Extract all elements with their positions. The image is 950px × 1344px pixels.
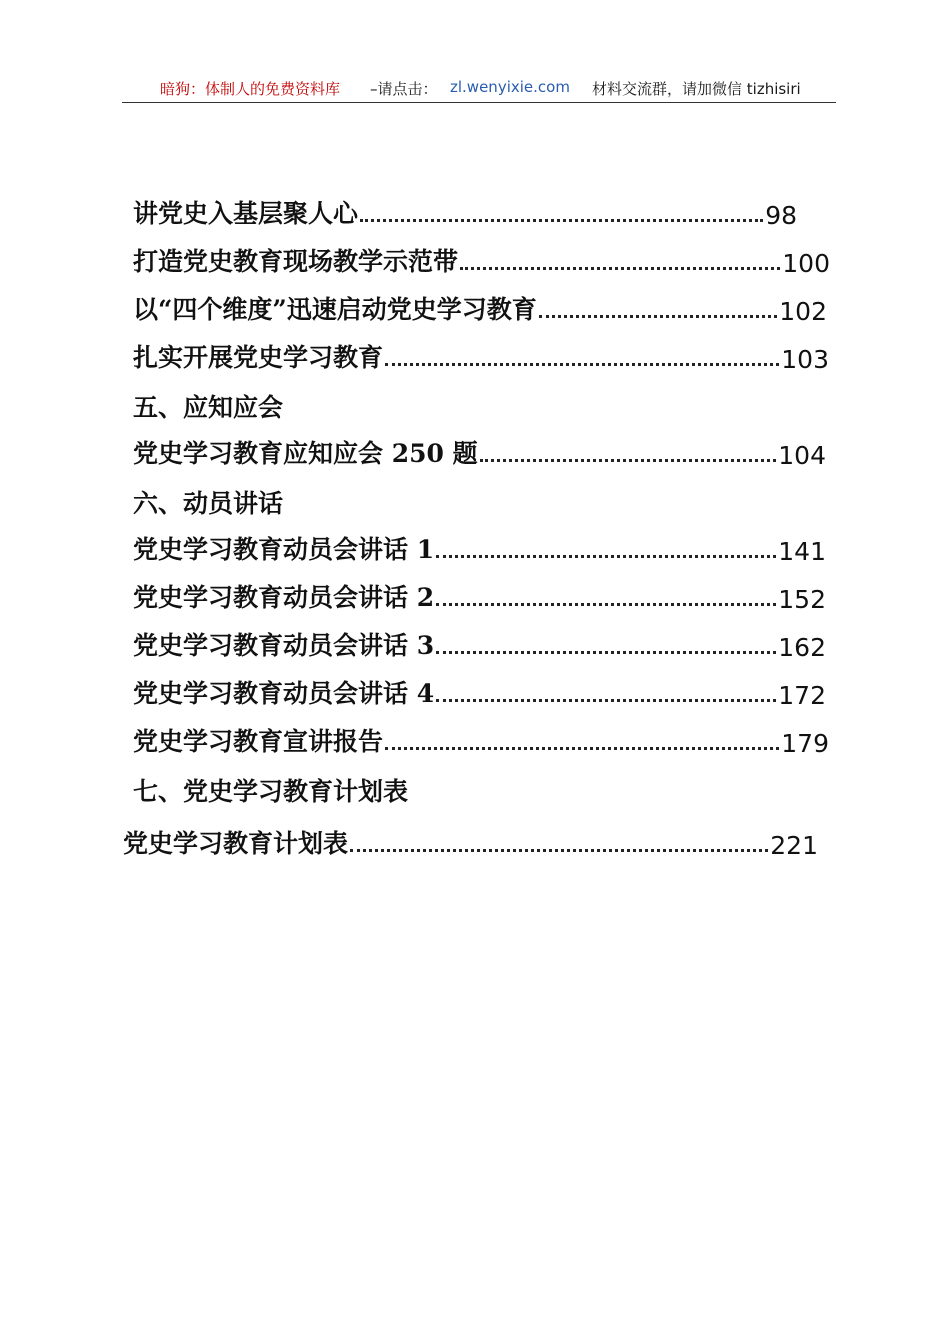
toc-entry-page: 179 — [781, 729, 829, 758]
toc-entry-title: 党史学习教育动员会讲话 4 — [133, 679, 435, 708]
toc-entry-title: 以“四个维度”迅速启动党史学习教育 — [133, 295, 537, 324]
section-heading: 六、动员讲话 — [133, 489, 284, 518]
toc-entry[interactable] — [133, 574, 826, 614]
toc-entry-title: 讲党史入基层聚人心 — [133, 199, 359, 228]
leader-dots — [385, 363, 779, 366]
toc-entry-title: 党史学习教育应知应会 250 题 — [133, 439, 478, 468]
header-link[interactable]: zl.wenyixie.com — [450, 78, 570, 96]
leader-dots — [436, 651, 776, 654]
toc-entry[interactable] — [133, 286, 827, 326]
toc-entry-title: 党史学习教育动员会讲话 3 — [133, 631, 435, 660]
toc-entry[interactable] — [133, 526, 826, 566]
toc-entry[interactable] — [133, 238, 830, 278]
toc-entry-page: 141 — [778, 537, 826, 566]
header-prompt: –请点击： — [370, 80, 438, 98]
toc-entry-page: 100 — [782, 249, 830, 278]
toc-entry-page: 103 — [781, 345, 829, 374]
header-brand: 暗狗：体制人的免费资料库 — [160, 80, 341, 98]
toc-entry[interactable] — [133, 190, 797, 230]
toc-entry-title: 党史学习教育动员会讲话 2 — [133, 583, 435, 612]
toc-entry-page: 162 — [778, 633, 826, 662]
toc-entry[interactable] — [133, 622, 826, 662]
toc-entry-title: 党史学习教育宣讲报告 — [133, 727, 384, 756]
toc-entry-page: 152 — [778, 585, 826, 614]
section-heading: 五、应知应会 — [133, 393, 284, 422]
section-heading: 七、党史学习教育计划表 — [133, 777, 409, 806]
toc-entry[interactable] — [133, 334, 829, 374]
leader-dots — [360, 219, 763, 222]
toc-entry[interactable] — [133, 718, 829, 758]
leader-dots — [350, 849, 768, 852]
toc-entry[interactable] — [123, 820, 818, 860]
leader-dots — [436, 699, 776, 702]
toc-entry-page: 172 — [778, 681, 826, 710]
toc-entry-title: 打造党史教育现场教学示范带 — [133, 247, 459, 276]
page-header — [122, 76, 836, 103]
toc-entry-title: 党史学习教育动员会讲话 1 — [133, 535, 435, 564]
leader-dots — [436, 603, 776, 606]
toc-entry[interactable] — [133, 430, 826, 470]
toc-entry-page: 102 — [779, 297, 827, 326]
leader-dots — [460, 267, 780, 270]
leader-dots — [480, 459, 777, 462]
header-group-info: 材料交流群，请加微信 tizhisiri — [592, 80, 801, 98]
toc-entry[interactable] — [133, 670, 826, 710]
leader-dots — [539, 315, 778, 318]
toc-entry-page: 98 — [765, 201, 797, 230]
toc-entry-title: 党史学习教育计划表 — [123, 829, 349, 858]
leader-dots — [436, 555, 776, 558]
leader-dots — [385, 747, 779, 750]
toc-entry-title: 扎实开展党史学习教育 — [133, 343, 384, 372]
toc-entry-page: 221 — [770, 831, 818, 860]
toc-entry-page: 104 — [778, 441, 826, 470]
